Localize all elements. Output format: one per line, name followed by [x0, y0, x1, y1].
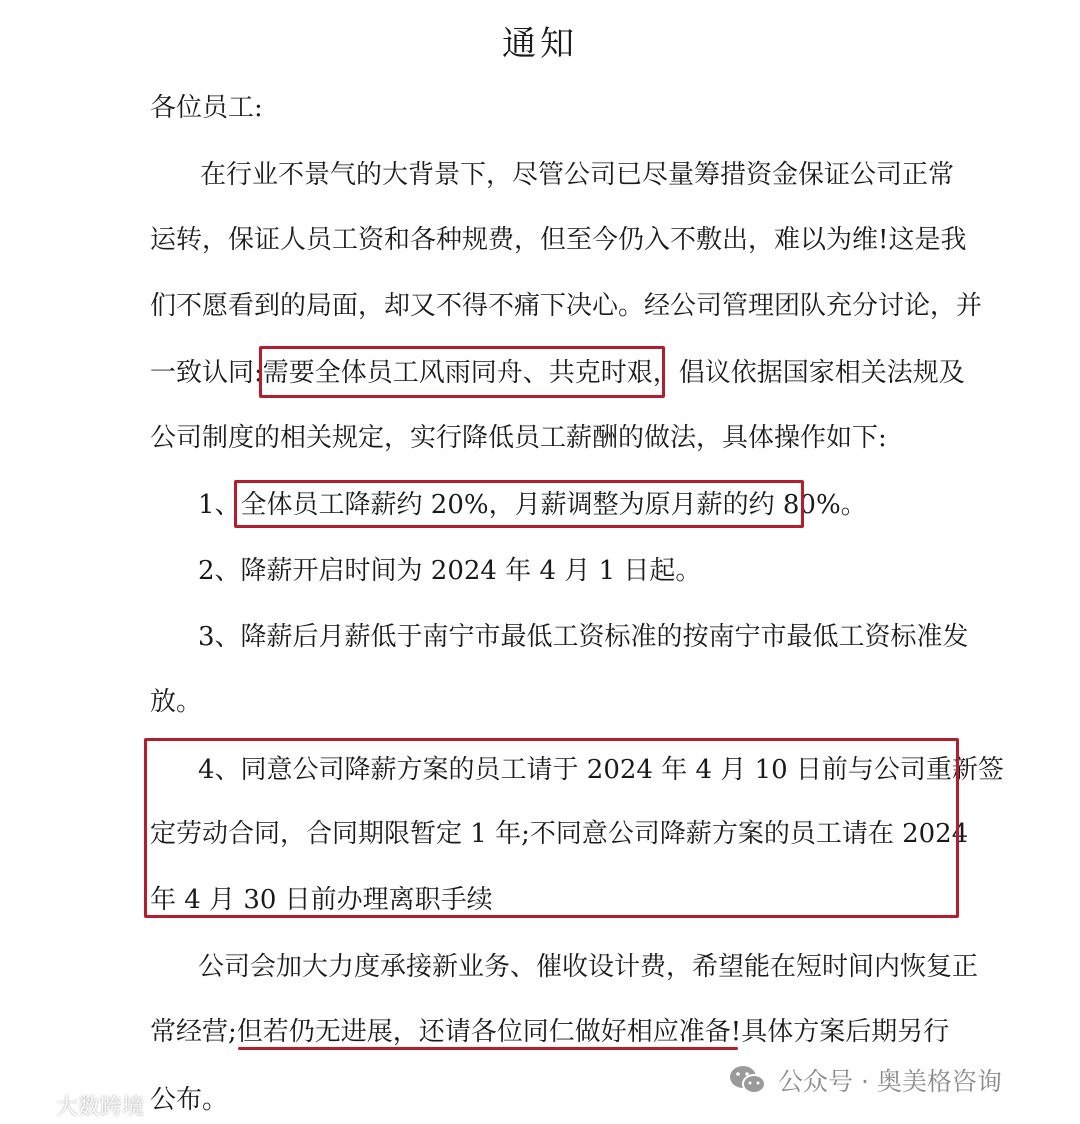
- highlight-box-item-4: [144, 738, 959, 918]
- underline-prepare: [238, 1047, 738, 1050]
- paragraph-1-line-4-start: 一致认同:: [150, 358, 263, 388]
- watermark-right-text: 公众号 · 奥美格咨询: [778, 1067, 1002, 1096]
- wechat-icon: [728, 1064, 768, 1096]
- highlight-box-item-1: [234, 480, 804, 528]
- paragraph-1-line-2: 运转，保证人员工资和各种规费，但至今仍入不敷出，难以为维!这是我: [150, 225, 967, 255]
- highlight-box-solidarity: [259, 346, 665, 398]
- item-2: 2、降薪开启时间为 2024 年 4 月 1 日起。: [198, 556, 702, 586]
- paragraph-1-line-5: 公司制度的相关规定，实行降低员工薪酬的做法，具体操作如下:: [150, 423, 887, 453]
- weibo-icon: [10, 1093, 50, 1119]
- closing-line-2-start: 常经营;: [150, 1017, 237, 1047]
- paragraph-1-line-4-end: 倡议依据国家相关法规及: [678, 358, 965, 388]
- greeting: 各位员工:: [150, 93, 263, 123]
- item-4-line-3: 年 4 月 30 日前办理离职手续: [150, 885, 493, 915]
- watermark-right: [728, 1062, 1002, 1098]
- item-4-line-2: 定劳动合同，合同期限暂定 1 年;不同意公司降薪方案的员工请在 2024: [150, 819, 969, 849]
- highlighted-item-1-text: 全体员工降薪约 20%，月薪调整为原月薪的约 80%。: [240, 490, 867, 520]
- document-title: 通知: [502, 24, 578, 64]
- underlined-phrase-prepare: 但若仍无进展，还请各位同仁做好相应准备!: [236, 1017, 742, 1047]
- closing-line-2: [150, 1012, 949, 1052]
- paragraph-1-line-1: 在行业不景气的大背景下，尽管公司已尽量筹措资金保证公司正常: [200, 160, 955, 190]
- watermark-left: [10, 1090, 144, 1121]
- closing-line-3: 公布。: [150, 1085, 229, 1115]
- paragraph-1-line-3: 们不愿看到的局面，却又不得不痛下决心。经公司管理团队充分讨论，并: [150, 291, 983, 321]
- watermark-left-text: 大数跨境: [56, 1095, 145, 1120]
- item-3-line-1: 3、降薪后月薪低于南宁市最低工资标准的按南宁市最低工资标准发: [198, 622, 969, 652]
- item-4-line-1: 4、同意公司降薪方案的员工请于 2024 年 4 月 10 日前与公司重新签: [198, 755, 1004, 785]
- highlighted-phrase-solidarity: 需要全体员工风雨同舟、共克时艰，: [262, 358, 679, 388]
- item-1-number: 1、: [198, 490, 241, 520]
- closing-line-2-end: 具体方案后期另行: [741, 1017, 950, 1047]
- item-3-line-2: 放。: [150, 687, 203, 717]
- closing-line-1: 公司会加大力度承接新业务、催收设计费，希望能在短时间内恢复正: [198, 952, 979, 982]
